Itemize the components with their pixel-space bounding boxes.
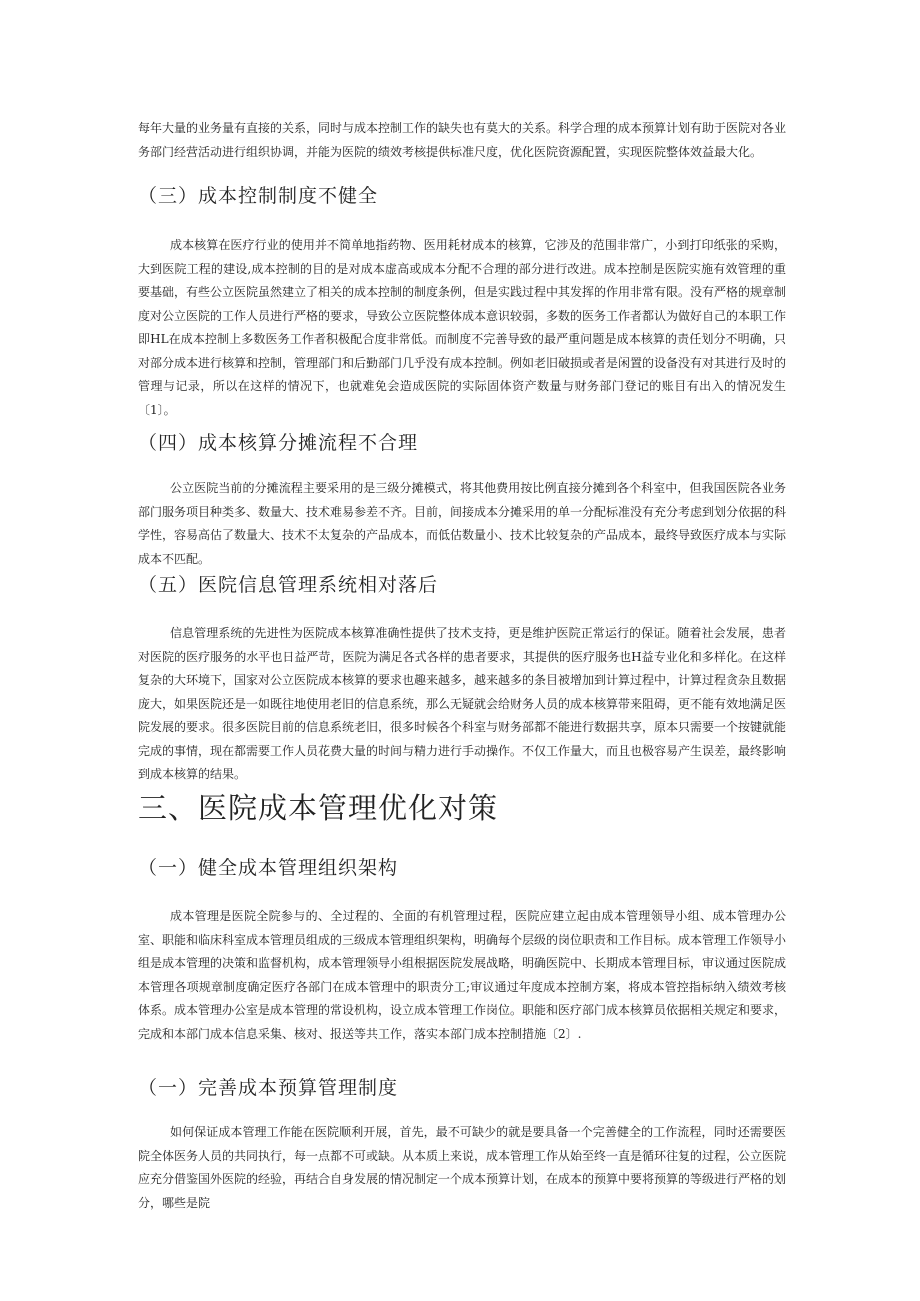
chapter-section-heading-1: （一）健全成本管理组织架构 <box>138 857 399 879</box>
section-body-3: 成本核算在医疗行业的使用并不简单地指药物、医用耗材成本的核算，它涉及的范围非常广，小到打印纸张的采购，大到医院工程的建设,成本控制的目的是对成本虚高或成本分配不合理的部分进行改进。成本控制是医院实施有效管理的重要基础，有些公立医院虽然建立了相关的成本控制的制度条例，但是实践过程中其发挥的作用非常有限。没有严格的规章制度对公立医院的工作人员进行严格的要求，导致公立医院整体成本意识较弱，多数的医务工作者都认为做好自己的本职工作即HL在成本控制上多数医务工作者积极配合度非常低。而制度不完善导致的最严重问题是成本核算的责任划分不明确，只对部分成本进行核算和控制，管理部门和后勤部门几乎没有成本控制。例如老旧破损或者是闲置的设备没有对其进行及时的管理与记录，所以在这样的情况下，也就难免会造成医院的实际固体资产数量与财务部门登记的账目有出入的情况发生〔1〕。 <box>138 238 787 417</box>
section-heading-5: （五）医院信息管理系统相对落后 <box>138 574 439 596</box>
section-heading-4: （四）成本核算分摊流程不合理 <box>138 432 419 454</box>
chapter-section-heading-2: （一）完善成本预算管理制度 <box>138 1077 399 1099</box>
section-heading-3: （三）成本控制制度不健全 <box>138 185 379 207</box>
section-body-4: 公立医院当前的分摊流程主要采用的是三级分摊模式，将其他费用按比例直接分摊到各个科室中，但我国医院各业务部门服务项目种类多、数量大、技术难易参差不齐。目前，间接成本分摊采用的单一分配标准没有充分考虑到划分依据的科学性，容易高估了数量大、技术不太复杂的产品成本，而低估数量小、技术比较复杂的产品成本，最终导致医疗成本与实际成本不匹配。 <box>138 481 787 566</box>
chapter-section-body-2: 如何保证成本管理工作能在医院顺利开展，首先，最不可缺少的就是要具备一个完善健全的工作流程，同时还需要医院全体医务人员的共同执行，每一点都不可或缺。从本质上来说，成本管理工作从始至终一直是循环往复的过程，公立医院应充分借鉴国外医院的经验，再结合自身发展的情况制定一个成本预算计划，在成本的预算中要将预算的等级进行严格的划分，哪些是院 <box>138 1125 787 1210</box>
chapter-section-body-1: 成本管理是医院全院参与的、全过程的、全面的有机管理过程，医院应建立起由成本管理领导小组、成本管理办公室、职能和临床科室成本管理员组成的三级成本管理组织架构，明确每个层级的岗位职责和工作目标。成本管理工作领导小组是成本管理的决策和监督机构，成本管理领导小组根据医院发展战略，明确医院中、长期成本管理目标，审议通过医院成本管理各项规章制度确定医疗各部门在成本管理中的职责分工;审议通过年度成本控制方案，将成本管控指标纳入绩效考核体系。成本管理办公室是成本管理的常设机构，设立成本管理工作岗位。职能和医疗部门成本核算员依据相关规定和要求，完成和本部门成本信息采集、核对、报送等共工作，落实本部门成本控制措施〔2〕. <box>138 909 787 1041</box>
section-body-5: 信息管理系统的先进性为医院成本核算准确性提供了技术支持，更是维护医院正常运行的保证。随着社会发展，患者对医院的医疗服务的水平也日益严苛，医院为满足各式各样的患者要求，其提供的医疗服务也H益专业化和多样化。在这样复杂的大环境下，国家对公立医院成本核算的要求也趣来越多，越来越多的条目被增加到计算过程中，计算过程贪杂且数据庞大，如果医院还是一如既往地使用老旧的信息系统，那么无疑就会给财务人员的成本核算带来阻碍，更不能有效地满足医院发展的要求。很多医院目前的信息系统老旧，很多时候各个科室与财务部都不能进行数据共享，原本只需要一个按键就能完成的事情，现在都需要工作人员花费大量的时间与精力进行手动操作。不仅工作量大，而且也极容易产生误差，最终影响到成本核算的结果。 <box>138 626 787 781</box>
chapter-heading: 三、医院成本管理优化对策 <box>138 791 499 825</box>
intro-paragraph: 每年大量的业务量有直接的关系，同时与成本控制工作的缺失也有莫大的关系。科学合理的成本预算计划有助于医院对各业务部门经营活动进行组织协调，并能为医院的绩效考核提供标准尺度，优化医院资源配置，实现医院整体效益最大化。 <box>138 121 787 159</box>
